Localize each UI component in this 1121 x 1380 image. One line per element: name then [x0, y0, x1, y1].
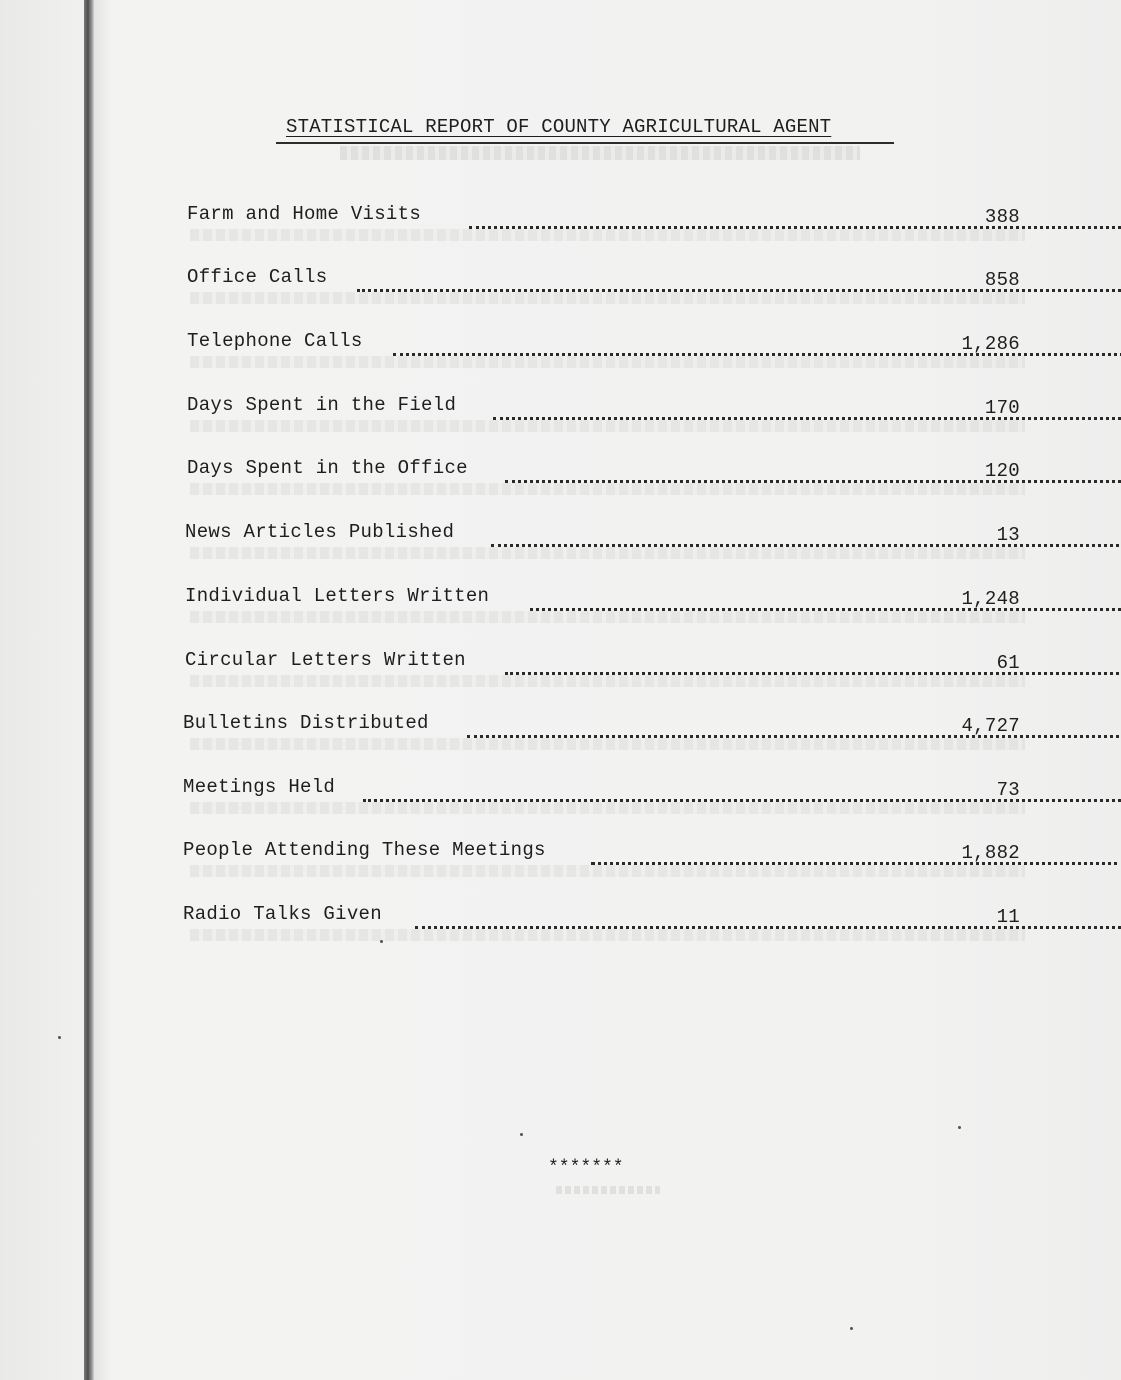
row-label: Office Calls [187, 266, 328, 288]
footer-asterisks: ******* [548, 1158, 624, 1178]
row-value: 120 [984, 460, 1020, 482]
bleed-through-line [190, 292, 1025, 304]
row-label: Telephone Calls [187, 330, 363, 352]
footer-bleed-through [556, 1186, 660, 1194]
bleed-through-line [190, 547, 1025, 559]
dot-leader [591, 842, 1121, 865]
row-label: Radio Talks Given [183, 903, 382, 925]
row-value: 170 [984, 397, 1020, 419]
row-value: 1,248 [961, 588, 1020, 610]
row-value: 858 [984, 269, 1020, 291]
row-label: News Articles Published [185, 521, 455, 543]
page-binding-edge [84, 0, 94, 1380]
row-label: Individual Letters Written [185, 585, 490, 607]
row-value: 61 [996, 652, 1020, 674]
dot-leader [491, 524, 1121, 547]
bleed-through-line [190, 865, 1025, 877]
dot-leader [467, 715, 1121, 738]
bleed-through-line [190, 675, 1025, 687]
bleed-through-line [190, 420, 1025, 432]
row-label: Farm and Home Visits [187, 203, 422, 225]
row-value: 11 [996, 906, 1020, 928]
dot-leader [505, 652, 1121, 675]
bleed-through-line [190, 229, 1025, 241]
row-label: People Attending These Meetings [183, 839, 546, 861]
bleed-through-line [190, 356, 1025, 368]
paper-speck [380, 940, 383, 943]
bleed-through-line [190, 802, 1025, 814]
row-value: 1,882 [961, 842, 1020, 864]
bleed-through-line [190, 483, 1025, 495]
row-value: 4,727 [961, 715, 1020, 737]
row-label: Circular Letters Written [185, 649, 466, 671]
bleed-through-line [190, 611, 1025, 623]
row-label: Bulletins Distributed [183, 712, 429, 734]
paper-speck [958, 1126, 961, 1129]
row-label: Meetings Held [183, 776, 336, 798]
bleed-through-line [190, 929, 1025, 941]
row-value: 1,286 [961, 333, 1020, 355]
dot-leader [493, 397, 1121, 420]
row-label: Days Spent in the Office [187, 457, 468, 479]
paper-speck [520, 1133, 523, 1136]
paper-speck [58, 1036, 61, 1039]
dot-leader [530, 588, 1121, 611]
row-value: 13 [996, 524, 1020, 546]
row-value: 388 [984, 206, 1020, 228]
report-title: STATISTICAL REPORT OF COUNTY AGRICULTURAL AGENT [286, 116, 832, 138]
dot-leader [469, 206, 1121, 229]
title-bleed-through [340, 146, 860, 160]
row-label: Days Spent in the Field [187, 394, 457, 416]
binding-shadow [94, 0, 112, 1380]
paper-speck [850, 1327, 853, 1330]
row-value: 73 [996, 779, 1020, 801]
bleed-through-line [190, 738, 1025, 750]
dot-leader [505, 460, 1121, 483]
title-underline [276, 142, 894, 144]
